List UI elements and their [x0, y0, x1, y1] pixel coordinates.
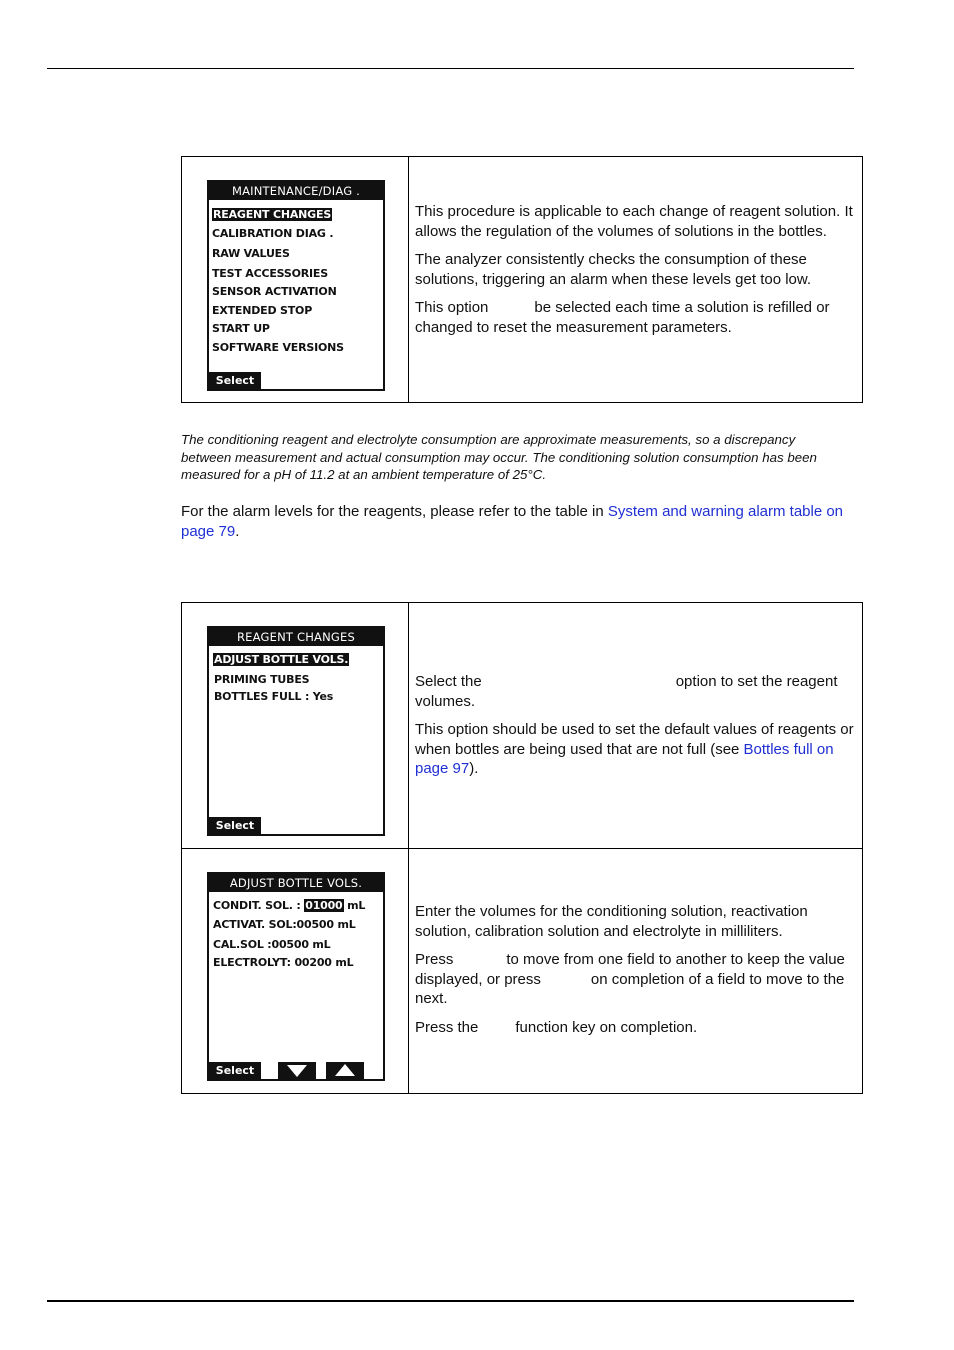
menu-item-adjust-bottle-vols[interactable]: ADJUST BOTTLE VOLS. — [214, 653, 349, 666]
menu-item-calibration-diag[interactable]: CALIBRATION DIAG . — [212, 227, 334, 240]
adjust-bottle-vols-description — [415, 902, 857, 1046]
volume-value-field[interactable]: 00500 — [296, 918, 334, 931]
alarm-end: . — [235, 522, 240, 540]
menu-item-software-versions[interactable]: SOFTWARE VERSIONS — [212, 341, 344, 354]
screen-title: REAGENT CHANGES — [209, 628, 383, 646]
maintenance-table — [181, 156, 863, 403]
reagent-changes-table — [181, 602, 863, 1094]
volume-value-field[interactable]: 00500 — [271, 938, 309, 951]
screen-title: ADJUST BOTTLE VOLS. — [209, 874, 383, 892]
menu-item-start-up[interactable]: START UP — [212, 322, 270, 335]
desc-text: This option should be used to set the default values of reagents or when bottles are being used that are not full (see — [415, 721, 854, 758]
volume-unit: mL — [347, 899, 366, 912]
desc-text: Select the — [415, 673, 482, 690]
reagent-changes-row — [182, 603, 862, 849]
menu-item-raw-values[interactable]: RAW VALUES — [212, 247, 290, 260]
desc-text: to move from one field to another to keep the value displayed, or press — [415, 951, 845, 988]
up-arrow-icon — [335, 1064, 355, 1076]
menu-item-sensor-activation[interactable]: SENSOR ACTIVATION — [212, 285, 337, 298]
volume-value-field[interactable]: 00200 — [294, 956, 332, 969]
desc-text: Press — [415, 951, 454, 968]
adjust-bottle-vols-screen — [207, 872, 385, 1081]
header-rule — [47, 68, 854, 69]
menu-item-reagent-changes[interactable]: REAGENT CHANGES — [213, 208, 332, 221]
desc-text: ). — [469, 760, 479, 777]
volume-unit: mL — [337, 918, 356, 931]
desc-text: function key on completion. — [515, 1018, 698, 1036]
screen-title: MAINTENANCE/DIAG . — [209, 182, 383, 200]
maintenance-description — [415, 202, 857, 346]
alarm-text: For the alarm levels for the reagents, please refer to the table in — [181, 503, 608, 520]
desc-paragraph: The analyzer consistently checks the consumption of these solutions, triggering an alarm when these levels get too low. — [415, 251, 812, 288]
desc-paragraph: This procedure is applicable to each change of reagent solution. It allows the regulation of the volumes of solutions in the bottles. — [415, 203, 853, 240]
volume-unit: mL — [312, 938, 331, 951]
volume-row-condit-sol — [213, 899, 365, 912]
alarm-paragraph — [181, 502, 851, 541]
menu-item-bottles-full[interactable]: BOTTLES FULL : Yes — [214, 690, 334, 703]
note-text: The conditioning reagent and electrolyte consumption are approximate measurements, so a discrepancy between measurement and actual consumption may occur. The conditioning solution consumption has been measured for a pH of 11.2 at an ambient temperature of 25°C. — [181, 432, 817, 482]
desc-paragraph — [415, 1018, 857, 1038]
bottles-full-link[interactable]: Bottles full on page 97 — [415, 740, 834, 777]
menu-item-priming-tubes[interactable]: PRIMING TUBES — [214, 673, 310, 686]
desc-paragraph — [415, 950, 857, 1009]
adjust-bottle-vols-row — [182, 848, 862, 1093]
volume-unit: mL — [335, 956, 354, 969]
down-arrow-button[interactable] — [278, 1062, 316, 1079]
reagent-changes-screen — [207, 626, 385, 836]
volume-label: CAL.SOL : — [213, 938, 272, 951]
volume-label: ELECTROLYT: — [213, 956, 291, 969]
desc-text: This option — [415, 299, 489, 316]
select-button[interactable]: Select — [209, 817, 261, 834]
volume-row-electrolyt — [213, 956, 353, 969]
down-arrow-icon — [287, 1065, 307, 1077]
desc-paragraph: Enter the volumes for the conditioning solution, reactivation solution, calibration solution and electrolyte in milliliters. — [415, 903, 808, 940]
desc-text: on completion of a field to move to the next. — [415, 970, 845, 1007]
desc-paragraph — [415, 672, 857, 711]
desc-text: Press the — [415, 1018, 479, 1036]
desc-paragraph — [415, 720, 857, 779]
maintenance-diag-screen — [207, 180, 385, 391]
menu-item-test-accessories[interactable]: TEST ACCESSORIES — [212, 267, 328, 280]
volume-label: CONDIT. SOL. : — [213, 899, 301, 912]
desc-text: be selected each time a solution is refilled or changed to reset the measurement parameters. — [415, 299, 830, 336]
select-button[interactable]: Select — [209, 1062, 261, 1079]
menu-item-extended-stop[interactable]: EXTENDED STOP — [212, 304, 313, 317]
reagent-changes-description — [415, 672, 857, 788]
volume-label: ACTIVAT. SOL: — [213, 918, 297, 931]
volume-value-field[interactable]: 01000 — [305, 899, 343, 912]
alarm-table-link[interactable]: System and warning alarm table on page 79 — [181, 503, 844, 540]
select-button[interactable]: Select — [209, 372, 261, 389]
volume-row-activat-sol — [213, 918, 356, 931]
footer-rule — [47, 1300, 854, 1302]
volume-row-cal-sol — [213, 938, 331, 951]
desc-paragraph — [415, 298, 857, 337]
desc-text: option to set the reagent volumes. — [415, 673, 838, 710]
up-arrow-button[interactable] — [326, 1062, 364, 1079]
